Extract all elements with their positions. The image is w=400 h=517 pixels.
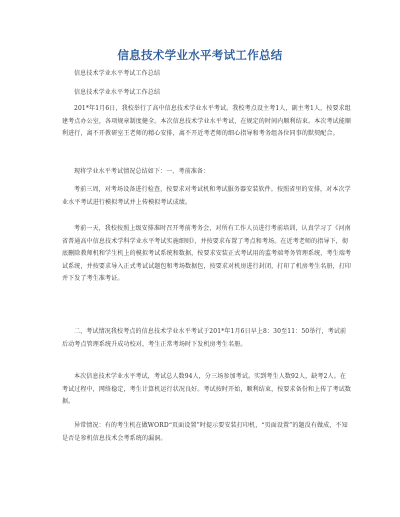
paragraph-intro: 201*年1月6日，我校举行了高中信息技术学业水平考试。我校考点设主考1人，副主考1人，按要求组建考点办公室，各项规章制度健全。本次信息技术学业水平考试，在规定的时间内顺利结束。本次考试能顺利进行，离不开教研室王老师的精心安排，离不开近考老师的细心指导和考务组各位同事的默契配合。 <box>62 105 352 138</box>
paragraph-summary-heading: 现将学业水平考试情况总结如下：一、考前准备： <box>74 168 210 175</box>
paragraph-abnormal: 异常情况：有的考生机在做WORD“页面设置”时提示要安装打印机，“页面设置”的题没有做成，不知是否是参机信息技术会考系统的漏洞。 <box>62 422 348 442</box>
paragraph-exam-statistics: 本次信息技术学业水平考试，考试总人数94人，分三场参加考试。实到考生人数92人，缺考2人。在考试过程中，网络稳定，考生计算机运行状况良好。考试按时开始，顺利结束，按要求备份和上传了考试数据。 <box>62 373 352 406</box>
paragraph-subtitle-2: 信息技术学业水平考试工作总结 <box>74 89 161 96</box>
paragraph-day-before: 考前一天，我校按照上级安排准时召开考前考务会，对所有工作人员进行考前培训，认真学习了《河南省普通高中信息技术学科学业水平考试实施细则》，并按要求布置了考点和考场。在近考老师的指导下，彻底删除教师机和学生机上的模拟考试系统和数据，按要求安装正式考试用的监考端考务管理系统，考生端考试系统，并按要求导入正式考试试题包和考场数据包，按要求对机房进行封闭，打印了机房考生名册，打印并下发了考生准考证。 <box>62 225 352 283</box>
paragraph-exam-situation: 二、考试情况我校考点的信息技术学业水平考试于201*年1月6日早上8：30至11：50举行，考试前后动考点管理系统升成功校对，考生正常考场时下发机房考生名册。 <box>62 328 347 348</box>
paragraph-subtitle-1: 信息技术学业水平考试工作总结 <box>74 70 161 77</box>
document-title: 信息技术学业水平考试工作总结 <box>117 48 283 62</box>
paragraph-three-weeks: 考前三周，对考场设备进行检查，按要求对考试机和考试服务器安装软件。按照省里的安排，对本次学业水平考试进行模拟考试并上传模拟考试成绩。 <box>62 186 351 206</box>
